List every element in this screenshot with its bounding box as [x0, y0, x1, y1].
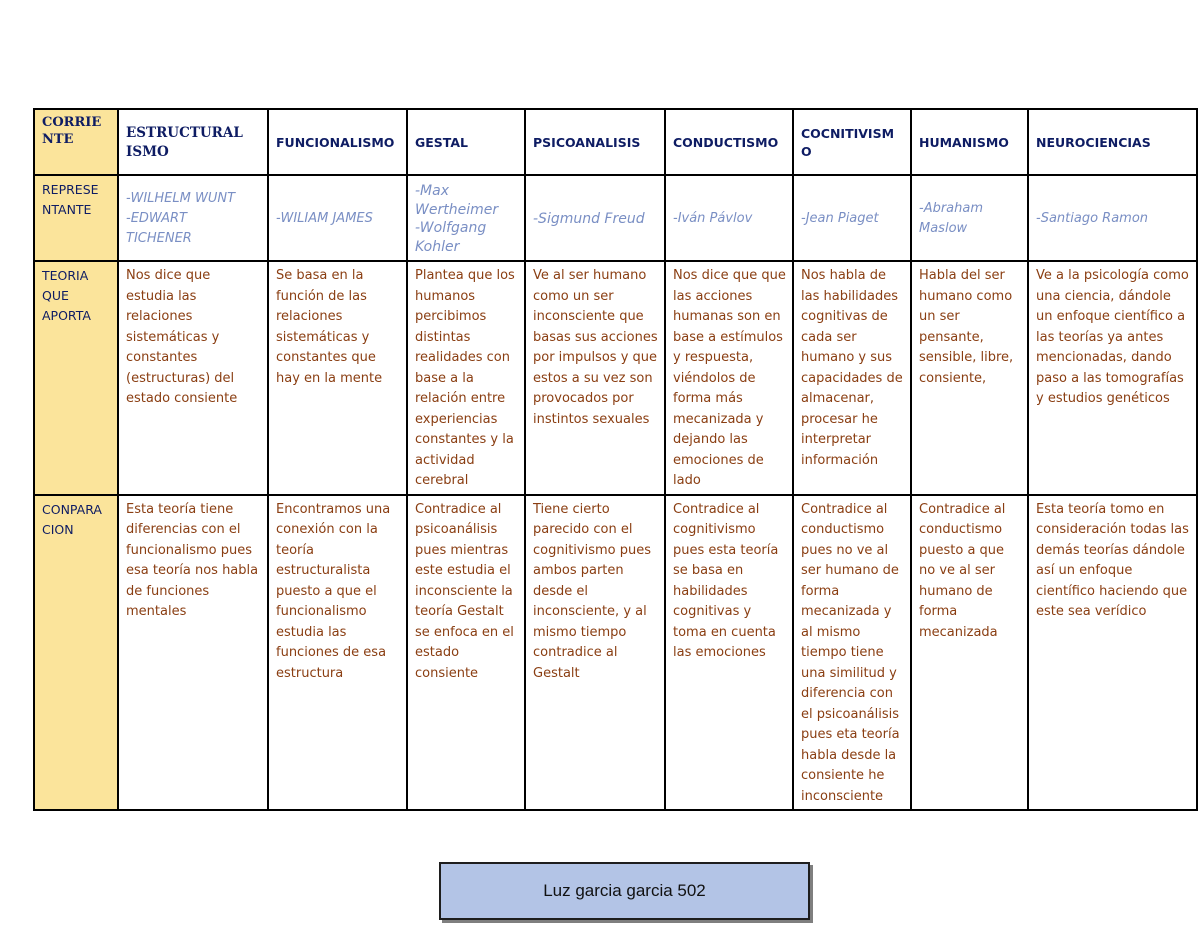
row-label-representante: REPRESE NTANTE — [34, 175, 118, 261]
teoria-humanismo: Habla del ser humano como un ser pensante, sensible, libre, consiente, — [911, 261, 1028, 495]
rep-gestal: -Max Wertheimer -Wolfgang Kohler — [407, 175, 525, 261]
author-name: Luz garcia garcia 502 — [543, 881, 706, 900]
comparacion-neurociencias: Esta teoría tomo en consideración todas las demás teorías dándole así un enfoque científico haciendo que este sea verídico — [1028, 495, 1197, 811]
comparacion-gestal: Contradice al psicoanálisis pues mientras este estudia el inconsciente la teoría Gestalt se enfoca en el estado consiente — [407, 495, 525, 811]
comparacion-row — [34, 495, 1197, 811]
teoria-row — [34, 261, 1197, 495]
rep-neurociencias: -Santiago Ramon — [1028, 175, 1197, 261]
teoria-conductismo: Nos dice que que las acciones humanas son en base a estímulos y respuesta, viéndolos de forma más mecanizada y dejando las emociones de lado — [665, 261, 793, 495]
header-psicoanalisis: PSICOANALISIS — [525, 109, 665, 175]
header-neurociencias: NEUROCIENCIAS — [1028, 109, 1197, 175]
teoria-gestal: Plantea que los humanos percibimos distintas realidades con base a la relación entre experiencias constantes y la actividad cerebral — [407, 261, 525, 495]
comparacion-humanismo: Contradice al conductismo puesto a que no ve al ser humano de forma mecanizada — [911, 495, 1028, 811]
comparacion-cognitivismo: Contradice al conductismo pues no ve al ser humano de forma mecanizada y al mismo tiempo tiene una similitud y diferencia con el psicoanálisis pues eta teoría habla desde la consiente he inconsciente — [793, 495, 911, 811]
row-label-comparacion: CONPARA CION — [34, 495, 118, 811]
rep-humanismo: -Abraham Maslow — [911, 175, 1028, 261]
rep-psicoanalisis: -Sigmund Freud — [525, 175, 665, 261]
teoria-estructuralismo: Nos dice que estudia las relaciones sistemáticas y constantes (estructuras) del estado consiente — [118, 261, 268, 495]
comparacion-funcionalismo: Encontramos una conexión con la teoría estructuralista puesto a que el funcionalismo estudia las funciones de esa estructura — [268, 495, 407, 811]
row-label-teoria: TEORIA QUE APORTA — [34, 261, 118, 495]
comparacion-psicoanalisis: Tiene cierto parecido con el cognitivismo pues ambos parten desde el inconsciente, y al mismo tiempo contradice al Gestalt — [525, 495, 665, 811]
header-gestal: GESTAL — [407, 109, 525, 175]
corner-label-corriente: CORRIE NTE — [34, 109, 118, 175]
rep-cognitivismo: -Jean Piaget — [793, 175, 911, 261]
header-funcionalismo: FUNCIONALISMO — [268, 109, 407, 175]
header-conductismo: CONDUCTISMO — [665, 109, 793, 175]
rep-funcionalismo: -WILIAM JAMES — [268, 175, 407, 261]
header-cognitivismo: COCNITIVISM O — [793, 109, 911, 175]
rep-estructuralismo: -WILHELM WUNT -EDWART TICHENER — [118, 175, 268, 261]
teoria-neurociencias: Ve a la psicología como una ciencia, dándole un enfoque científico a las teorías ya antes mencionadas, dando paso a las tomografías y estudios genéticos — [1028, 261, 1197, 495]
comparacion-conductismo: Contradice al cognitivismo pues esta teoría se basa en habilidades cognitivas y toma en cuenta las emociones — [665, 495, 793, 811]
representante-row — [34, 175, 1197, 261]
header-humanismo: HUMANISMO — [911, 109, 1028, 175]
teoria-funcionalismo: Se basa en la función de las relaciones sistemáticas y constantes que hay en la mente — [268, 261, 407, 495]
header-row — [34, 109, 1197, 175]
teoria-psicoanalisis: Ve al ser humano como un ser inconsciente que basas sus acciones por impulsos y que estos a su vez son provocados por instintos sexuales — [525, 261, 665, 495]
author-box — [439, 862, 810, 920]
header-estructuralismo: ESTRUCTURAL ISMO — [118, 109, 268, 175]
comparison-table — [33, 108, 1198, 811]
comparacion-estructuralismo: Esta teoría tiene diferencias con el funcionalismo pues esa teoría nos habla de funciones mentales — [118, 495, 268, 811]
teoria-cognitivismo: Nos habla de las habilidades cognitivas de cada ser humano y sus capacidades de almacenar, procesar he interpretar información — [793, 261, 911, 495]
rep-conductismo: -Iván Pávlov — [665, 175, 793, 261]
